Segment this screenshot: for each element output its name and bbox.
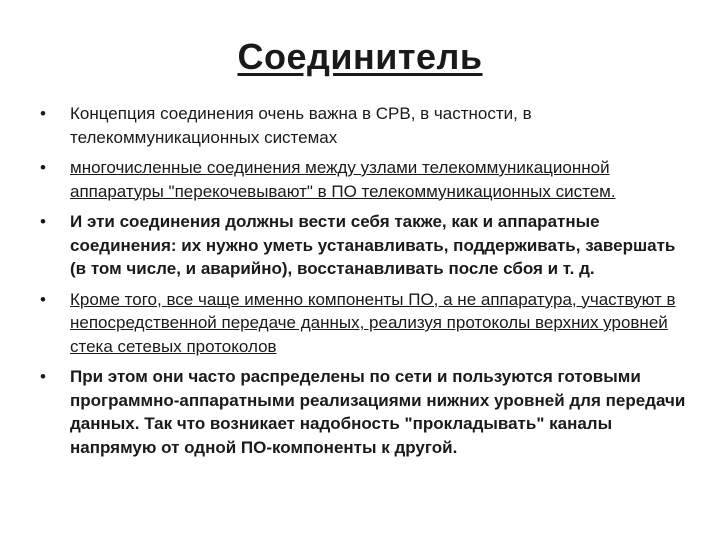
bullet-item bbox=[36, 365, 686, 459]
bullet-marker: • bbox=[40, 104, 46, 123]
bullet-item bbox=[36, 210, 686, 281]
bullet-text: многочисленные соединения между узлами телекоммуникационной аппаратуры "перекочевывают" в ПО телекоммуникационных систем. bbox=[70, 158, 616, 201]
bullet-marker: • bbox=[40, 158, 46, 177]
bullet-text: Концепция соединения очень важна в СРВ, в частности, в телекоммуникационных системах bbox=[70, 104, 532, 147]
bullet-marker: • bbox=[40, 289, 46, 309]
bullet-text: И эти соединения должны вести себя также, как и аппаратные соединения: их нужно уметь устанавливать, поддерживать, завершать (в том числе, и аварийно), восстанавливать после сбоя и т. д. bbox=[70, 212, 676, 278]
bullet-text: При этом они часто распределены по сети и пользуются готовыми программно-аппаратными реализациями нижних уровней для передачи данных. Так что возникает надобность "прокладывать" каналы напрямую от одной ПО-компоненты к другой. bbox=[70, 367, 686, 457]
bullet-item bbox=[36, 156, 686, 203]
bullet-marker: • bbox=[40, 212, 46, 231]
bullet-marker: • bbox=[40, 367, 46, 386]
bullet-item bbox=[36, 102, 686, 149]
bullet-item bbox=[36, 288, 686, 359]
bullet-text: Кроме того, все чаще именно компоненты ПО, а не аппаратура, участвуют в непосредственной передаче данных, реализуя протоколы верхних уровней стека сетевых протоколов bbox=[70, 289, 676, 356]
slide-title: Соединитель bbox=[237, 36, 483, 77]
bullet-list bbox=[36, 102, 686, 466]
